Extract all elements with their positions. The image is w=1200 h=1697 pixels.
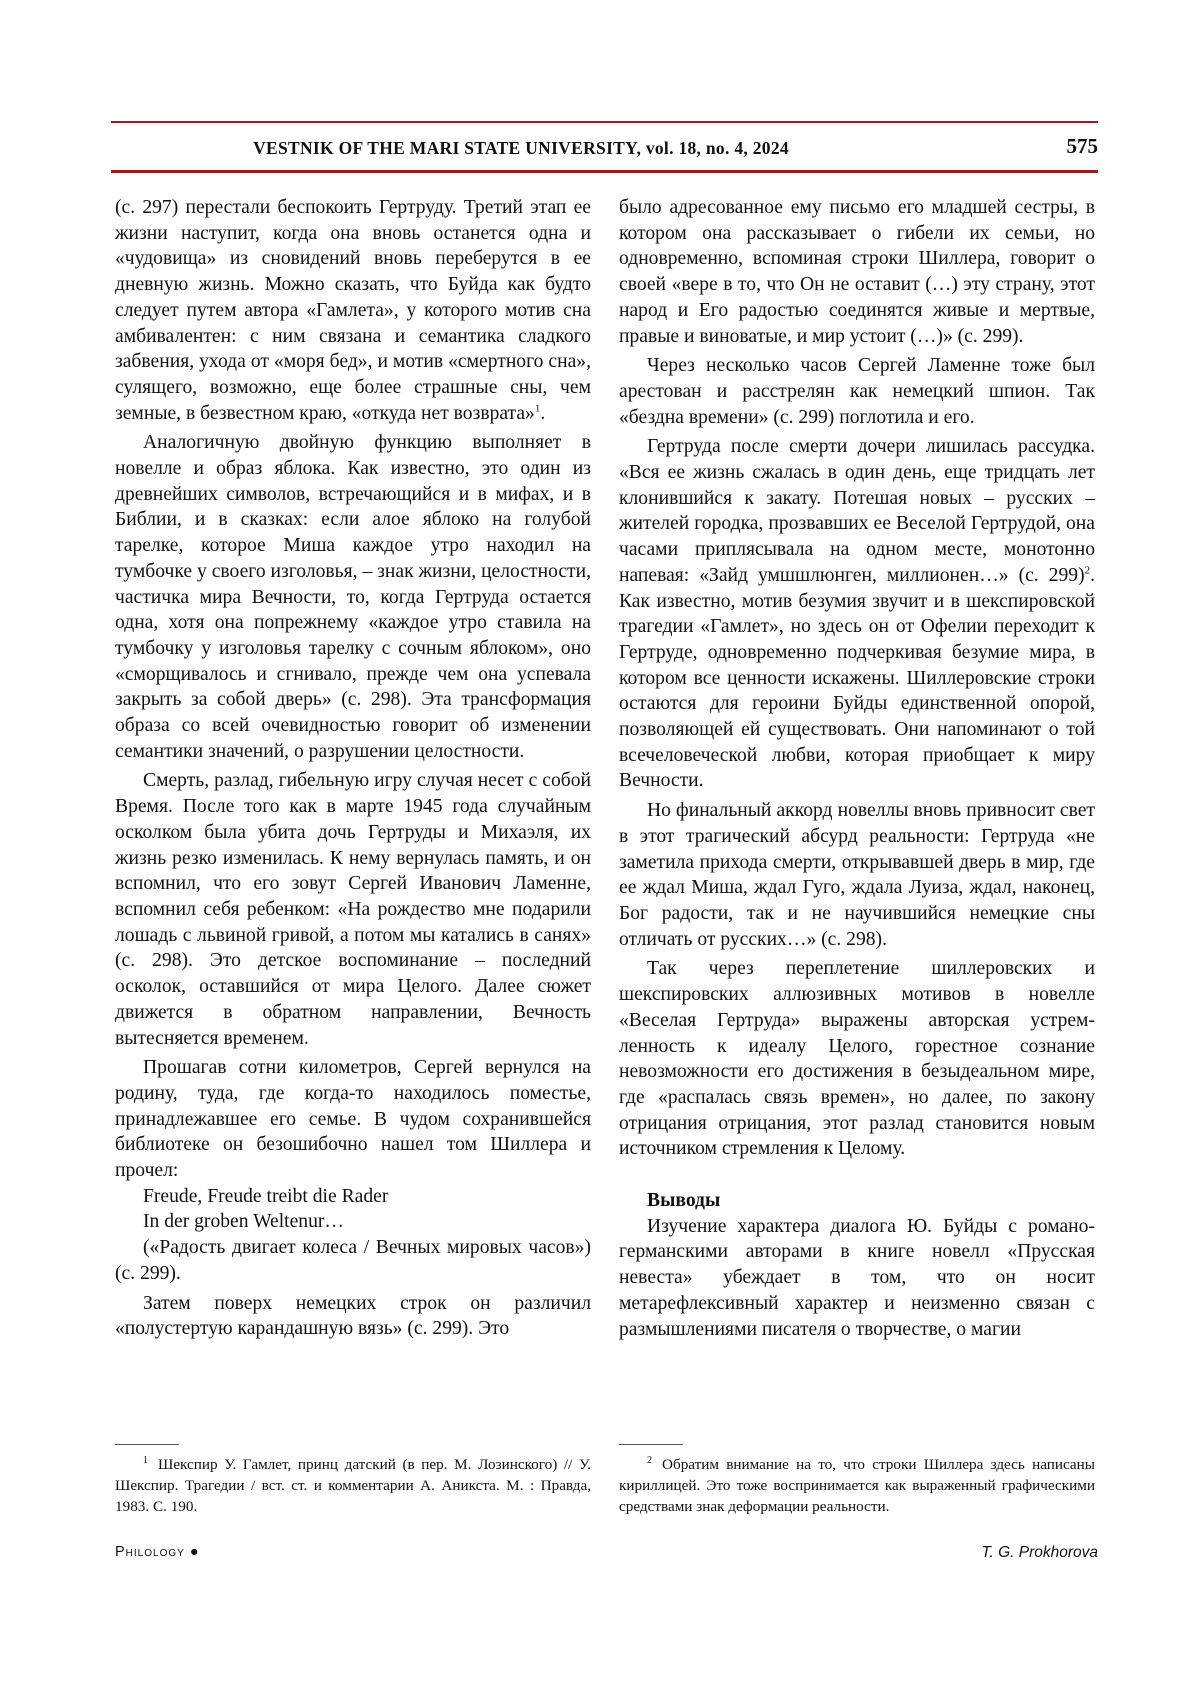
paragraph-text: . Как известно, мотив безумия звучит и в шекспировской трагедии «Гамлет», но здесь он от Офелии переходит к Гертруде, одновременно подчеркивая безумие мира, в котором все ценности искажены. Шиллеровские строки остаются для героини Буйды единственной опорой, позволяющей ей существовать. Они напоминают о той всечеловеческой любви, которая приобщает к миру Вечности. [619,564,1095,792]
footnote-text: Обратим внимание на то, что строки Шиллера здесь написаны кириллицей. Это тоже воспринимается как выраженный графическими средствами знак деформации реальности. [619,1456,1095,1515]
footnote-text: Шекспир У. Гамлет, принц датский (в пер. М. Лозинского) // У. Шекспир. Трагедии / вст. ст. и комментарии А. Аникста. М. : Правда, 1983. С. 190. [115,1456,591,1515]
paragraph: Изучение характера диалога Ю. Буйды с романо-германскими авторами в книге новелл «Прусская невеста» убеждает в том, что он носит метарефлексивный характер и неизменно связан с размышлениями писателя о творчестве, о магии [619,1215,1095,1340]
header-top-rule [111,121,1098,123]
page-number: 575 [1066,134,1098,158]
footer-author: T. G. Prokhorova [981,1544,1098,1561]
paragraph: Затем поверх немецких строк он различил «полустертую карандашную вязь» (с. 299). Это [115,1292,591,1340]
footnote-1: 1 Шекспир У. Гамлет, принц датский (в пер. М. Лозинского) // У. Шекспир. Трагедии / вст. ст. и комментарии А. Аникста. М. : Правда, 1983. С. 190. [115,1454,591,1515]
paragraph: («Радость двигает колеса / Вечных мировых часов») (с. 299). [115,1237,591,1284]
footnote-2: 2 Обратим внимание на то, что строки Шиллера здесь написаны кириллицей. Это тоже воспринимается как выраженный графическими средствами знак деформации реальности. [619,1454,1095,1515]
verse-line: In der groben Weltenur… [143,1211,345,1233]
section-heading: Выводы [647,1190,721,1212]
footnote-rule [115,1444,179,1445]
bullet-icon: ● [189,1544,200,1560]
header-bottom-rule [111,170,1098,173]
paragraph: Через несколько часов Сергей Ламенне тоже был арестован и расстрелян как немецкий шпион. Так «бездна времени» (с. 299) поглотила и его. [619,355,1095,428]
paragraph: Так через переплетение шиллеровских и шекспировских аллюзивных мотивов в новелле «Веселая Гертруда» выражены авторская устремленность к идеалу Целого, горестное сознание невозможности его достижения в безыдеальном мире, где «распалась связь времен», но далее, по закону отрицания отрицания, этот разлад становится новым источником стремления к Целому. [619,958,1095,1160]
paragraph: (с. 297) перестали беспокоить Гертруду. Третий этап ее жизни наступит, когда она вновь останется одна и «чудовища» из сновидений вновь переберутся в ее дневную жизнь. Можно сказать, что Буйда как будто следует путем автора «Гамлета», у которого мотив сна амбивалентен: с ним связана и семантика сладкого забвения, ухода от «моря бед», и мотив «смертного сна», сулящего, возможно, еще более страшные сны, чем земные, в безвестном краю, «откуда нет возврата»$^1$. [115,197,591,424]
paragraph: было адресованное ему письмо его младшей сестры, в котором она рассказывает о гибели их семьи, но одновременно, вспоминая строки Шиллера, говорит о своей «вере в то, что Он не оставит (…) эту страну, этот народ и Его радостью соединятся живые и мертвые, правые и виноватые, и мир устоит (…)» (с. 299). [619,197,1095,347]
right-column [619,195,1095,1342]
paragraph: Смерть, разлад, гибельную игру случая несет с собой Время. После того как в марте 1945 года случайным осколком была убита дочь Гертруды и Михаэля, их жизнь резко изменилась. К нему вернулась память, и он вспомнил, что его зовут Сергей Иванович Ламенне, вспомнил себя ребенком: «На рождество мне подарили лошадь с львиной гривой, а потом мы катались в санях» (с. 298). Это детское воспоминание – последний осколок, оставшийся от мира Целого. Далее сюжет движется в обратном направлении, Вечность вытесняется временем. [115,770,591,1049]
journal-title: VESTNIK OF THE MARI STATE UNIVERSITY, vol. 18, no. 4, 2024 [253,138,789,158]
paragraph: Аналогичную двойную функцию выполняет в новелле и образ яблока. Как известно, это один из древнейших символов, встречающийся и в мифах, и в Библии, и в сказках: если алое яблоко на голубой тарелке, которое Миша каждое утро находил на тумбочке у своего изголовья, – знак жизни, целостности, частичка мира Вечности, то, когда Гертруда остается одна, хотя она попрежнему «каждое утро ставила на тумбочку у изголовья тарелку с сочным яблоком», оно «сморщивалось и сгнивало, прежде чем она успевала закрыть за собой дверь» (с. 298). Эта трансформация образа со всей очевидностью говорит об изменении семантики значений, о разрушении целостности. [115,432,591,762]
verse-line: Freude, Freude treibt die Rader [143,1185,389,1207]
section-name: Philology [115,1544,185,1560]
footer-section [115,1544,200,1560]
paragraph [619,434,1095,794]
paragraph-text: Гертруда после смерти дочери лишилась рассудка. «Вся ее жизнь сжалась в один день, еще тридцать лет клонившийся к закату. Потешая новых – русских – жителей городка, прозвавших ее Веселой Гертрудой, она часами приплясывала на одном месте, монотонно напевая: «Зайд умшшлюнген, миллионен…» (с. 299) [619,436,1095,586]
paragraph: Прошагав сотни километров, Сергей вернулся на родину, туда, где когда-то находилось поместье, принадлежавшее его семье. В чудом сохранившейся библиотеке он безошибочно нашел том Шиллера и прочел: [115,1057,591,1182]
footnote-ref[interactable]: 2 [1084,564,1091,577]
paragraph-text: (с. 297) перестали беспокоить Гертруду. Третий этап ее жизни наступит, когда она вновь останется одна и «чудовища» из сновидений вновь переберутся в ее дневную жизнь. Можно сказать, что Буйда как будто следует путем автора «Гамлета», у которого мотив сна амбивалентен: с ним связана и семантика сладкого забвения, ухода от «моря бед», и мотив «смертного сна», сулящего, возможно, еще более страшные сны, чем земные, в безвестном краю, «откуда нет возврата» [115,197,591,424]
footnote-rule [619,1444,683,1445]
left-column [115,195,591,1342]
paragraph: Но финальный аккорд новеллы вновь привносит свет в этот трагический абсурд реальности: Гертруда «не заметила прихода смерти, открывавшей дверь в мир, где ее ждал Миша, ждал Гуго, ждала Луиза, ждал, наконец, Бог радости, так и не научившийся немецкие сны отличать от русских…» (с. 298). [619,800,1095,950]
footnote-ref[interactable]: 1 [534,402,541,415]
